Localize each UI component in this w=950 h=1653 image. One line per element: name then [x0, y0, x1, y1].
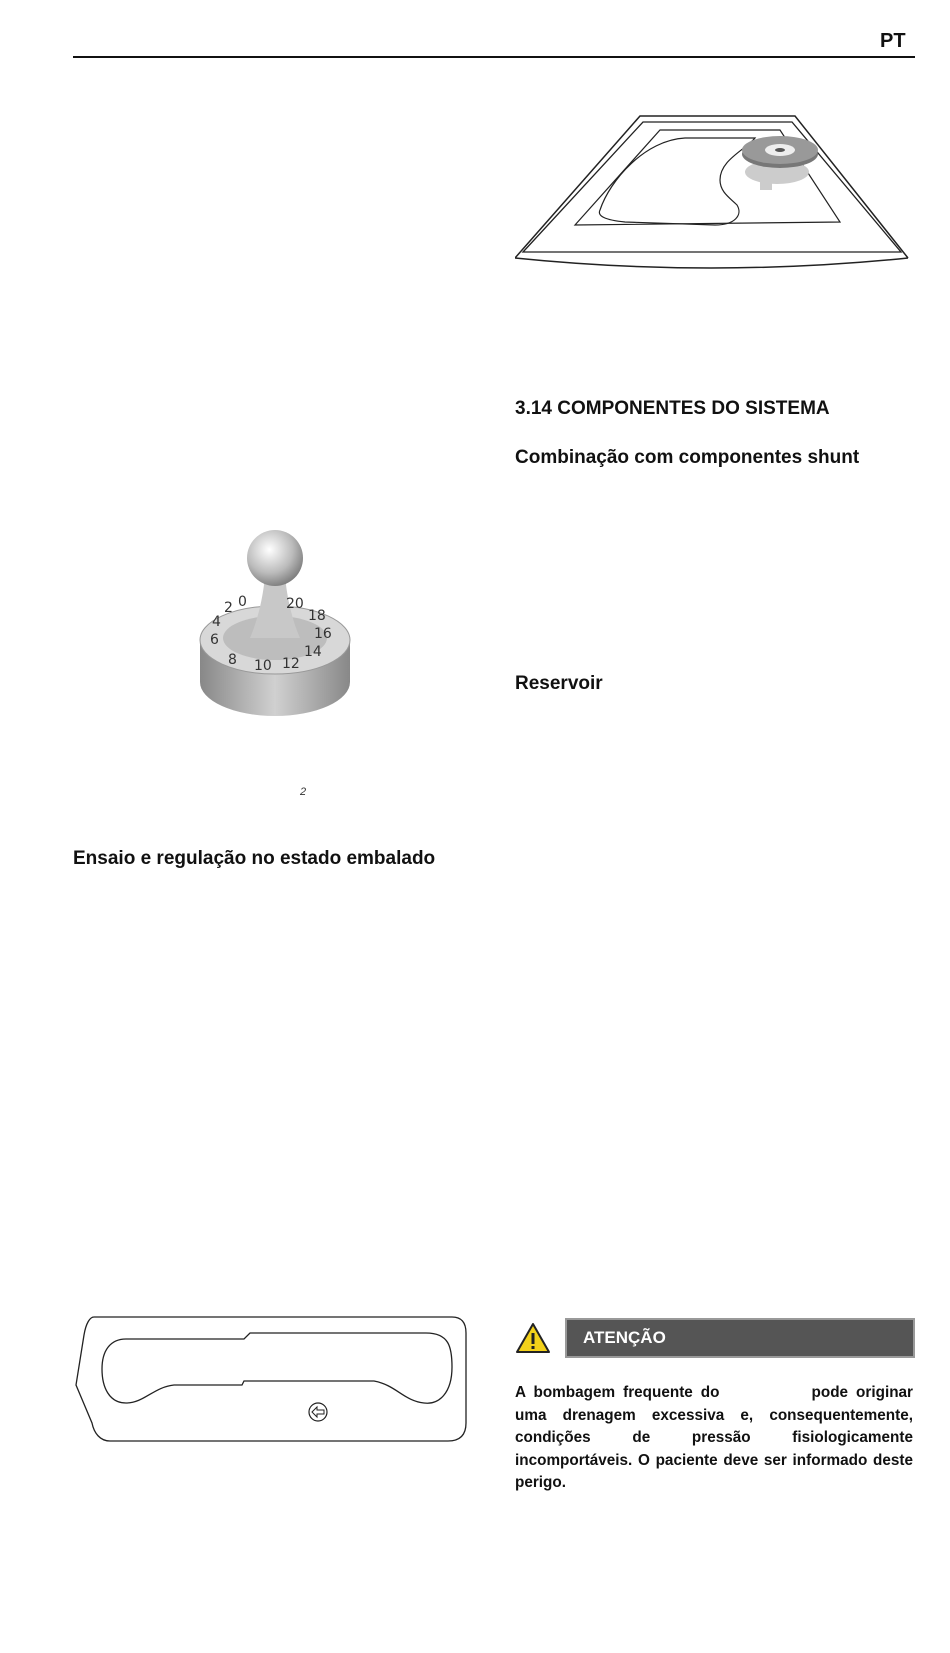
dial-label-0: 0	[238, 594, 247, 610]
dial-label-6: 6	[210, 632, 219, 648]
dial-label-18: 18	[308, 608, 326, 624]
figure-number: 2	[300, 786, 307, 798]
header-rule	[73, 56, 915, 58]
warning-banner	[565, 1318, 915, 1358]
adjustment-tool-figure	[190, 520, 360, 740]
reservoir-outline-figure	[74, 1315, 474, 1448]
packaging-tray-figure	[515, 110, 915, 280]
language-code: PT	[880, 30, 906, 52]
warning-text	[515, 1382, 913, 1495]
dial-label-20: 20	[286, 596, 304, 612]
dial-label-10: 10	[254, 658, 272, 674]
subheading-test: Ensaio e regulação no estado embalado	[73, 848, 436, 869]
dial-label-14: 14	[304, 644, 322, 660]
warning-title: ATENÇÃO	[583, 1328, 666, 1347]
warning-icon	[515, 1322, 551, 1354]
warning-text-part2: pode originar uma drenagem excessiva e, consequentemente, condições de pressão fisiologicamente incomportáveis. O paciente deve ser informado deste perigo.	[515, 1384, 913, 1491]
subheading-combination: Combinação com componentes shunt	[515, 447, 860, 468]
warning-text-part1: A bombagem frequente do	[515, 1384, 720, 1401]
dial-label-16: 16	[314, 626, 332, 642]
subheading-reservoir: Reservoir	[515, 673, 603, 694]
dial-label-4: 4	[212, 614, 221, 630]
section-title: 3.14 COMPONENTES DO SISTEMA	[515, 398, 830, 419]
dial-label-12: 12	[282, 656, 300, 672]
dial-label-2: 2	[224, 600, 233, 616]
dial-label-8: 8	[228, 652, 237, 668]
